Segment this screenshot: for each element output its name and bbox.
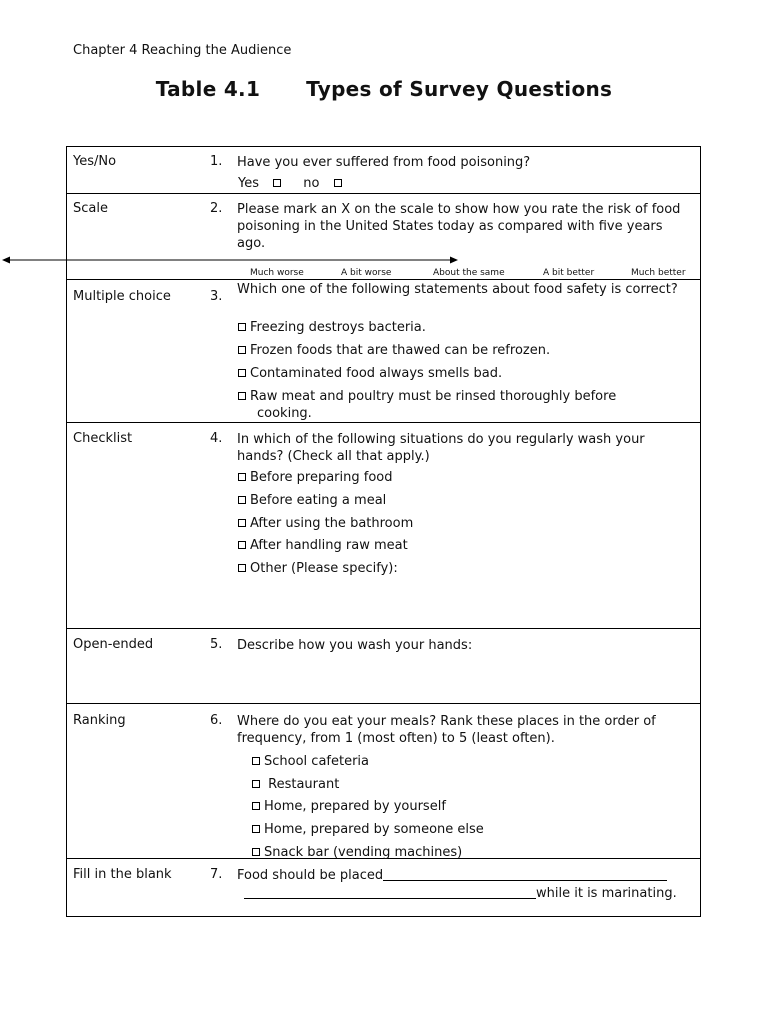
checkbox[interactable] bbox=[252, 848, 260, 856]
question-text: Where do you eat your meals? Rank these places in the order of frequency, from 1 (most often) to 5 (least often). bbox=[237, 714, 656, 746]
question-number: 1. bbox=[210, 154, 223, 169]
option-item[interactable]: Home, prepared by yourself bbox=[252, 798, 446, 815]
table-title-text: Types of Survey Questions bbox=[306, 77, 613, 101]
question-type: Yes/No bbox=[73, 154, 117, 169]
option-item[interactable]: Freezing destroys bacteria. bbox=[238, 319, 426, 336]
table-row-yes-no bbox=[67, 147, 700, 194]
chapter-header: Chapter 4 Reaching the Audience bbox=[73, 43, 292, 58]
option-item[interactable]: Restaurant bbox=[252, 776, 339, 793]
option-item[interactable]: Home, prepared by someone else bbox=[252, 821, 484, 838]
option-item[interactable]: Contaminated food always smells bad. bbox=[238, 365, 502, 382]
scale-label: About the same bbox=[433, 268, 505, 278]
checkbox[interactable] bbox=[252, 802, 260, 810]
option-item-continued: cooking. bbox=[257, 406, 312, 421]
option-item[interactable]: Frozen foods that are thawed can be refrozen. bbox=[238, 342, 550, 359]
question-text: Have you ever suffered from food poisoning? bbox=[237, 155, 531, 170]
survey-questions-table bbox=[66, 146, 701, 917]
table-row-fill-in-blank bbox=[67, 859, 700, 916]
table-title bbox=[0, 77, 768, 101]
table-row-ranking bbox=[67, 704, 700, 859]
question-number: 5. bbox=[210, 637, 223, 652]
table-number: Table 4.1 bbox=[155, 77, 261, 101]
question-type: Fill in the blank bbox=[73, 867, 172, 882]
checkbox[interactable] bbox=[238, 496, 246, 504]
table-row-multiple-choice bbox=[67, 280, 700, 423]
no-label: no bbox=[303, 176, 320, 191]
blank-line[interactable] bbox=[244, 885, 536, 899]
question-text: In which of the following situations do you regularly wash your hands? (Check all that apply.) bbox=[237, 432, 645, 464]
question-text: Food should be placed bbox=[237, 867, 667, 884]
question-type: Open-ended bbox=[73, 637, 154, 652]
question-number: 2. bbox=[210, 201, 223, 216]
option-item[interactable]: After using the bathroom bbox=[238, 515, 413, 532]
question-text: Which one of the following statements about food safety is correct? bbox=[237, 282, 678, 297]
question-number: 4. bbox=[210, 431, 223, 446]
question-number: 7. bbox=[210, 867, 223, 882]
question-text-end: while it is marinating. bbox=[244, 885, 677, 902]
question-number: 3. bbox=[210, 289, 223, 304]
checkbox[interactable] bbox=[238, 346, 246, 354]
checkbox[interactable] bbox=[252, 757, 260, 765]
question-type: Ranking bbox=[73, 713, 126, 728]
scale-label: Much worse bbox=[250, 268, 304, 278]
question-text: Please mark an X on the scale to show how you rate the risk of food poisoning in the United States today as compared with five years ago. bbox=[237, 202, 681, 251]
option-item[interactable]: Before preparing food bbox=[238, 469, 392, 486]
yes-no-options bbox=[238, 176, 346, 191]
checkbox[interactable] bbox=[238, 369, 246, 377]
scale-label: A bit better bbox=[543, 268, 595, 278]
option-item[interactable]: School cafeteria bbox=[252, 753, 369, 770]
checkbox[interactable] bbox=[238, 541, 246, 549]
question-text: Describe how you wash your hands: bbox=[237, 638, 473, 653]
option-item[interactable]: Other (Please specify): bbox=[238, 560, 398, 577]
yes-checkbox[interactable] bbox=[273, 179, 281, 187]
scale-label: Much better bbox=[631, 268, 686, 278]
no-checkbox[interactable] bbox=[334, 179, 342, 187]
checkbox[interactable] bbox=[238, 392, 246, 400]
checkbox[interactable] bbox=[238, 473, 246, 481]
scale-label: A bit worse bbox=[341, 268, 392, 278]
question-type: Multiple choice bbox=[73, 289, 171, 304]
table-row-open-ended bbox=[67, 629, 700, 704]
option-item[interactable]: Raw meat and poultry must be rinsed thoroughly before bbox=[238, 388, 616, 405]
question-type: Checklist bbox=[73, 431, 133, 446]
blank-line[interactable] bbox=[383, 867, 667, 881]
table-row-checklist bbox=[67, 423, 700, 629]
checkbox[interactable] bbox=[252, 780, 260, 788]
option-item[interactable]: After handling raw meat bbox=[238, 537, 408, 554]
yes-label: Yes bbox=[238, 176, 259, 191]
checkbox[interactable] bbox=[238, 323, 246, 331]
option-item[interactable]: Before eating a meal bbox=[238, 492, 386, 509]
checkbox[interactable] bbox=[238, 564, 246, 572]
option-item[interactable]: Snack bar (vending machines) bbox=[252, 844, 462, 861]
question-type: Scale bbox=[73, 201, 108, 216]
question-number: 6. bbox=[210, 713, 223, 728]
checkbox[interactable] bbox=[252, 825, 260, 833]
checkbox[interactable] bbox=[238, 519, 246, 527]
